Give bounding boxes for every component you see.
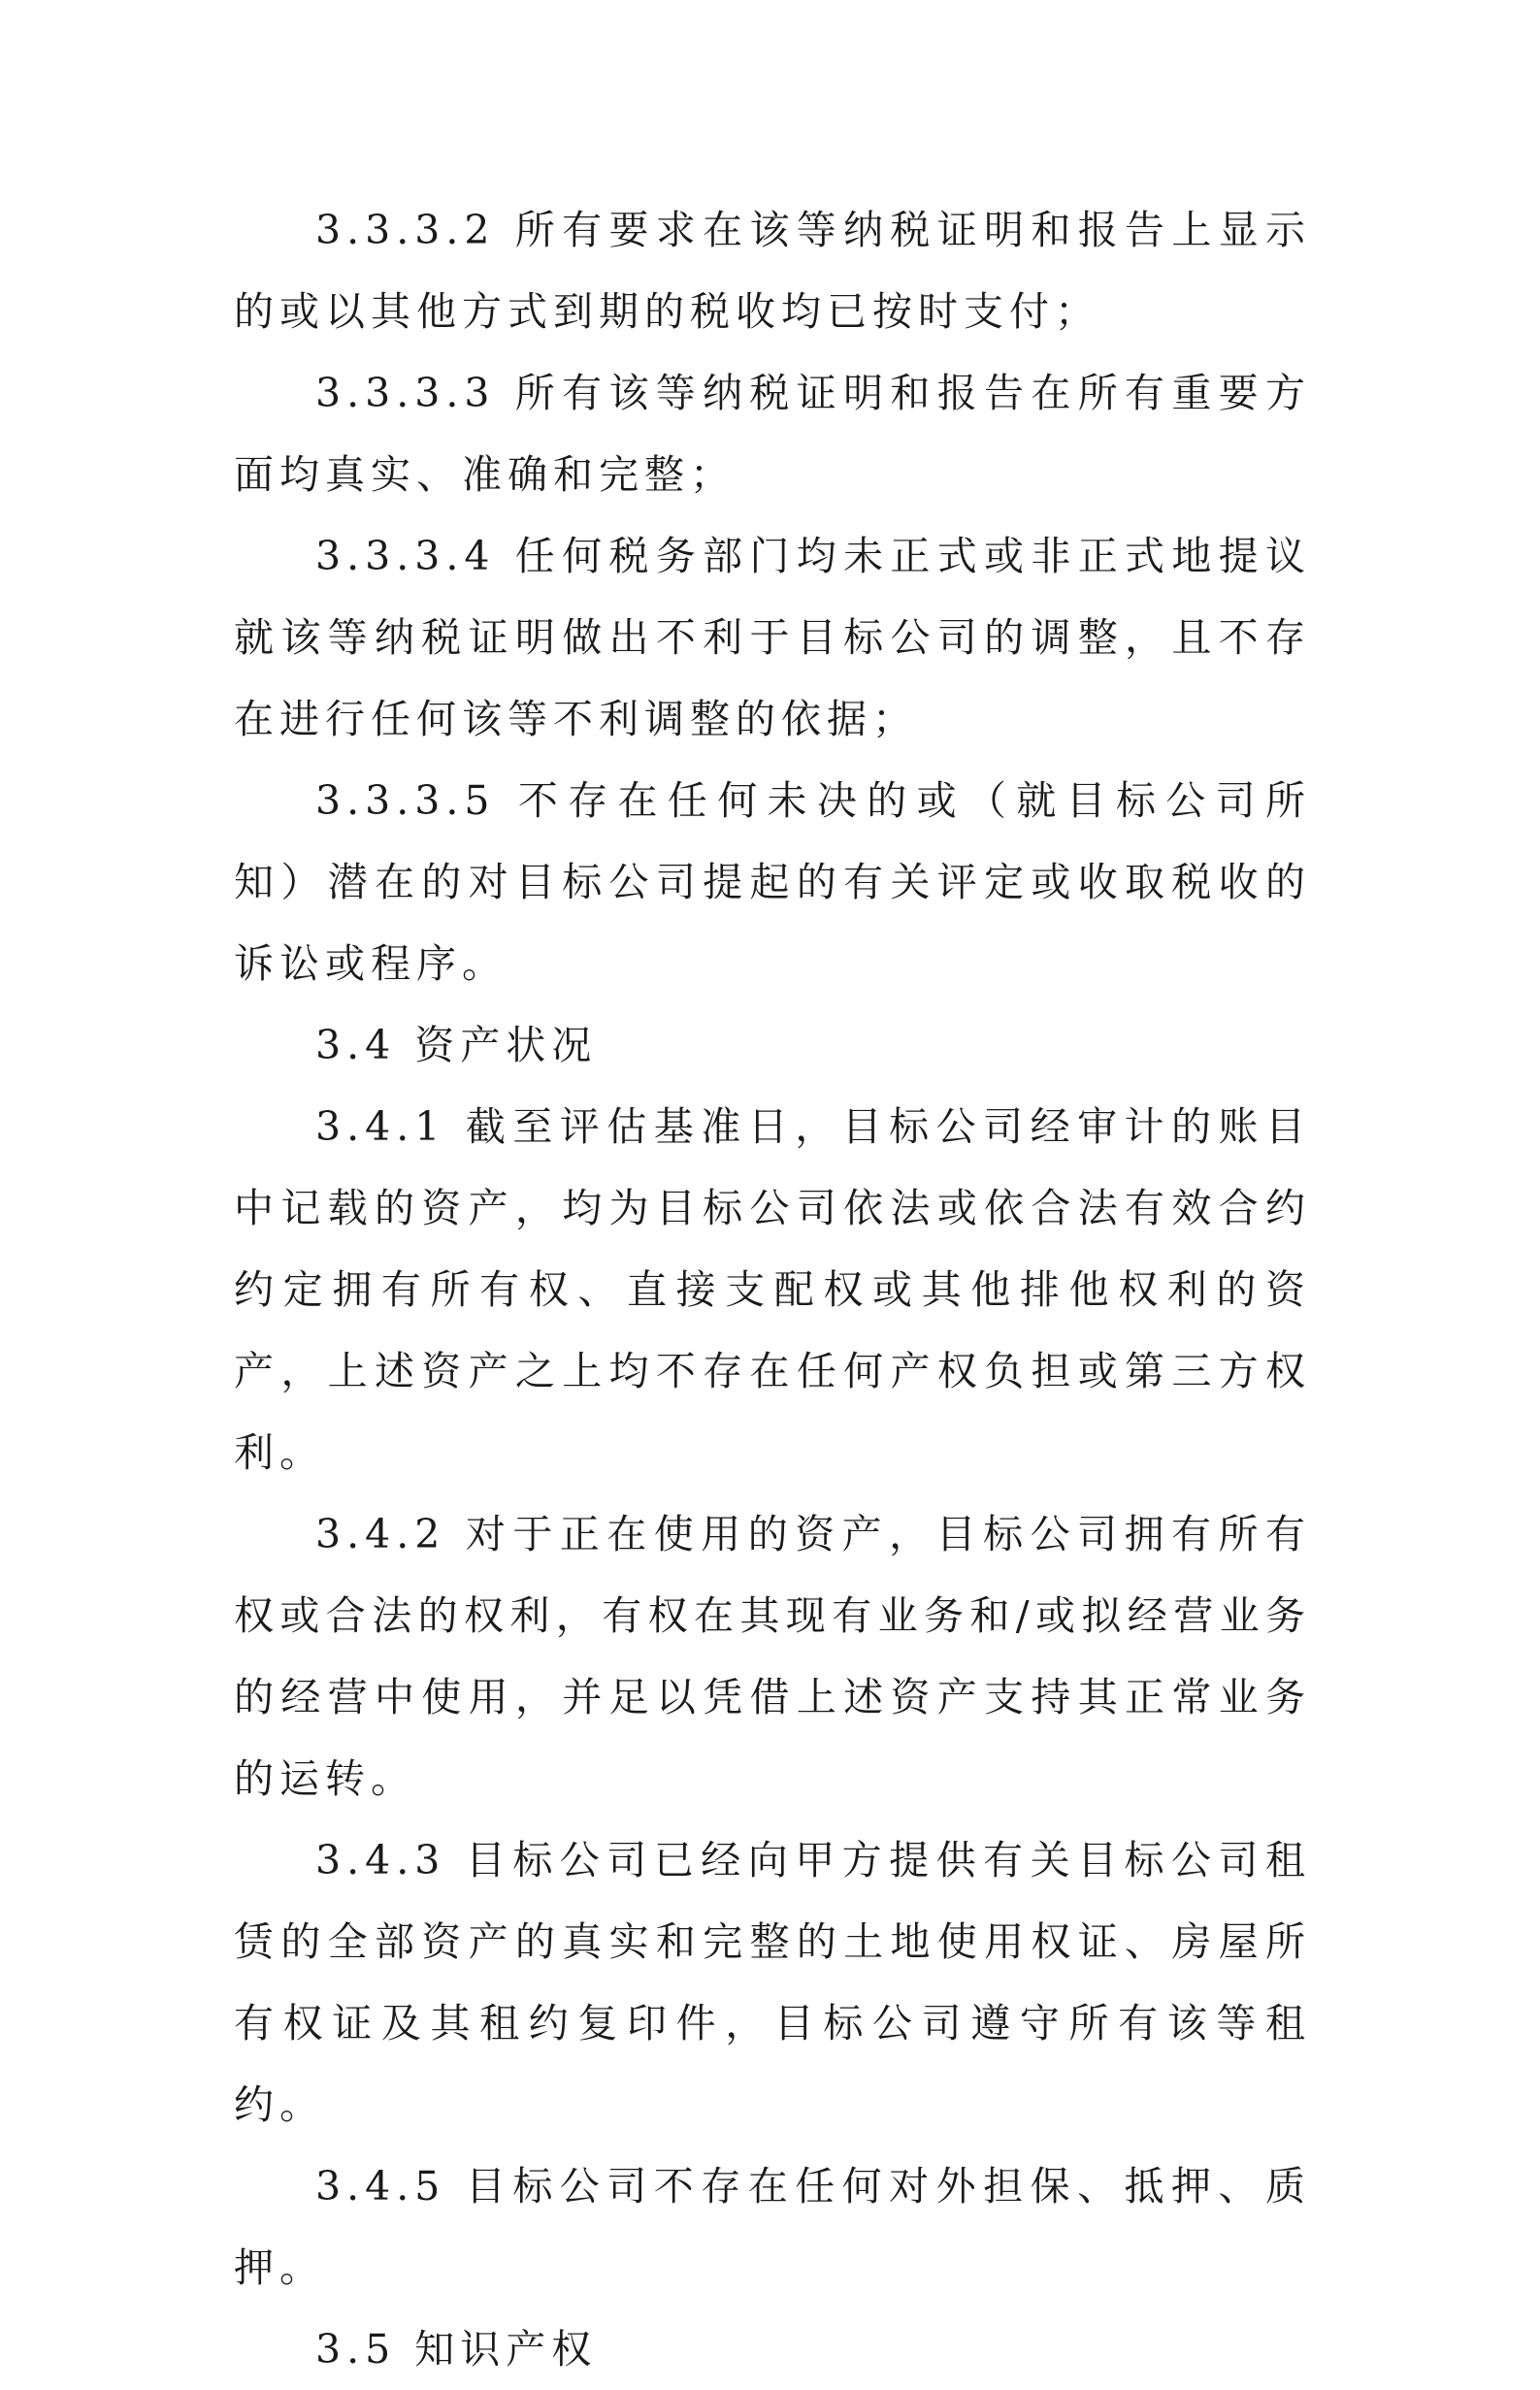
clause-3-3-3-4: 3.3.3.4 任何税务部门均未正式或非正式地提议就该等纳税证明做出不利于目标公司的调整，且不存在进行任何该等不利调整的依据； xyxy=(234,533,1311,742)
clause-3-4-2: 3.4.2 对于正在使用的资产，目标公司拥有所有权或合法的权利，有权在其现有业务和/或拟经营业务的经营中使用，并足以凭借上述资产支持其正常业务的运转。 xyxy=(234,1511,1311,1802)
clause-3-3-3-3: 3.3.3.3 所有该等纳税证明和报告在所有重要方面均真实、准确和完整； xyxy=(234,370,1311,498)
clause-3-4-5: 3.4.5 目标公司不存在任何对外担保、抵押、质押。 xyxy=(234,2163,1311,2291)
document-body xyxy=(234,189,1311,2390)
clause-3-3-3-2: 3.3.3.2 所有要求在该等纳税证明和报告上显示的或以其他方式到期的税收均已按时支付； xyxy=(234,207,1311,335)
clause-3-4-1: 3.4.1 截至评估基准日，目标公司经审计的账目中记载的资产，均为目标公司依法或依合法有效合约约定拥有所有权、直接支配权或其他排他权利的资产，上述资产之上均不存在任何产权负担或第三方权利。 xyxy=(234,1103,1311,1476)
section-heading-3-5: 3.5 知识产权 xyxy=(315,2326,598,2373)
clause-3-3-3-5: 3.3.3.5 不存在任何未决的或（就目标公司所知）潜在的对目标公司提起的有关评定或收取税收的诉讼或程序。 xyxy=(234,777,1311,987)
clause-3-4-3: 3.4.3 目标公司已经向甲方提供有关目标公司租赁的全部资产的真实和完整的土地使用权证、房屋所有权证及其租约复印件，目标公司遵守所有该等租约。 xyxy=(234,1837,1311,2128)
section-heading-3-4: 3.4 资产状况 xyxy=(315,1022,598,1068)
